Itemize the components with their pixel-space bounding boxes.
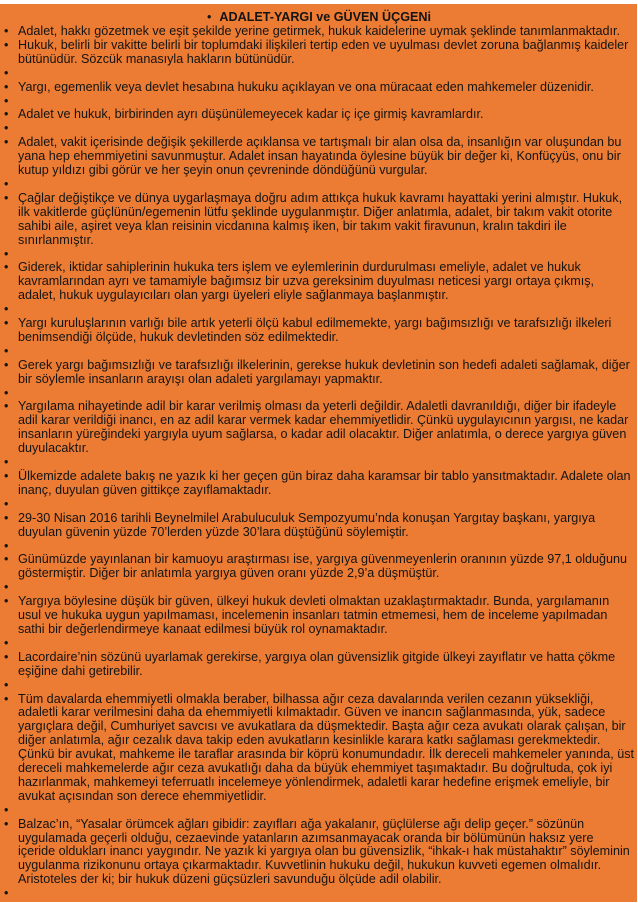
content-panel	[0, 4, 637, 902]
bullet-item	[4, 108, 634, 122]
bullet-icon: •	[4, 538, 9, 553]
bullet-icon: •	[4, 37, 9, 52]
item-text: Yargıya böylesine düşük bir güven, ülkeyi hukuk devleti olmaktan uzaklaştırmaktadır. Bunda, yargılamanın usul ve hukuka uygun yapılmaması, incelemenin insanları tatmin etmemesi, hem de inceleme yapılmadan sathi bir değerlendirmeye kanaat edilmesi büyük rol oynamaktadır.	[18, 594, 610, 636]
item-text	[18, 498, 634, 512]
bullet-item	[4, 136, 634, 178]
bullet-icon: •	[4, 385, 9, 400]
bullet-icon: •	[4, 343, 9, 358]
item-text: Hukuk, belirli bir vakitte belirli bir toplumdaki ilişkileri tertip eden ve uyulması devlet zoruna bağlanmış kaideler bütünüdür. Sözcük manasıyla hakların bütünüdür.	[18, 37, 629, 66]
bullet-icon: •	[4, 121, 9, 136]
bullet-item	[4, 317, 634, 345]
item-text: Lacordaire’nin sözünü uyarlamak gerekirse, yargıya olan güvensizlik gitgide ülkeyi zayıflatır ve hatta çökme eşiğine dahi getirebilir.	[18, 649, 616, 678]
bullet-item	[4, 693, 634, 804]
document-title	[4, 10, 634, 24]
item-text	[18, 637, 634, 651]
bullet-item	[4, 595, 634, 637]
item-text: Günümüzde yayınlanan bir kamuoyu araştırması ise, yargıya güvenmeyenlerin oranının yüzde 97,1 olduğunu göstermiştir. Diğer bir anlatımla yargıya güven oranı yüzde 2,9’a düşmüştür.	[18, 552, 628, 581]
bullet-icon: •	[4, 580, 9, 595]
bullet-icon: •	[4, 107, 9, 122]
item-text	[18, 387, 634, 401]
bullet-icon: •	[4, 246, 9, 261]
bullet-icon: •	[4, 399, 9, 414]
item-text	[18, 887, 634, 901]
bullet-item	[4, 553, 634, 581]
item-text	[18, 804, 634, 818]
item-text: Yargı, egemenlik veya devlet hesabına hukuku açıklayan ve ona müracaat eden mahkemeler düzenidir.	[18, 79, 594, 94]
bullet-icon: •	[4, 316, 9, 331]
item-text: Ülkemizde adalete bakış ne yazık ki her geçen gün biraz daha karamsar bir tablo yansıtmaktadır. Adalete olan inanç, duyulan güven gittikçe zayıflamaktadır.	[18, 469, 631, 497]
bullet-item	[4, 512, 634, 540]
item-text	[18, 95, 634, 109]
bullet-item	[4, 25, 634, 39]
bullet-icon: •	[4, 496, 9, 511]
bullet-item	[4, 122, 634, 136]
title-bullet-icon: •	[207, 10, 212, 24]
bullet-icon: •	[4, 594, 9, 609]
item-text	[18, 581, 634, 595]
bullet-icon: •	[4, 135, 9, 150]
bullet-icon: •	[4, 635, 9, 650]
bullet-icon: •	[4, 190, 9, 205]
bullet-item	[4, 498, 634, 512]
bullet-icon: •	[4, 79, 9, 94]
item-text	[18, 456, 634, 470]
item-text: Adalet, vakit içerisinde değişik şekillerde açıklansa ve tartışmalı bir alan olsa da, insanlığın var oluşundan bu yana hep ehemmiyetini savunmuştur. Adalet insan hayatında öylesine büyük bir değer ki, Konfüçyüs, onu bir kutup yıldızı gibi görür ve her şeyin onun çevreninde döndüğünü vurgular.	[18, 135, 622, 178]
bullet-item	[4, 261, 634, 303]
bullet-icon: •	[4, 357, 9, 372]
bullet-icon: •	[4, 65, 9, 80]
bullet-item	[4, 39, 634, 67]
item-text: Balzac’ın, “Yasalar örümcek ağları gibidir: zayıfları ağa yakalanır, güçlülerse ağı delip geçer.” sözünün uygulamada geçerli olduğu, cezaevinde yatanların azımsanmayacak oranda bir bölümünün haksız yere içeride oldukları inancı yaygındır. Ne yazık ki yargıya olan bu güvensizlik, “ihkak-ı hak müstahaktır” söyleminin uygulanma rizikonunu ortaya çıkarmaktadır. Kuvvetlinin hukuku değil, hukukun kuvveti egemen olmalıdır. Aristoteles der ki; bir hukuk düzeni güçsüzleri savunduğu ölçüde adil olabilir.	[18, 816, 630, 887]
bullet-icon: •	[4, 510, 9, 525]
bullet-icon: •	[4, 260, 9, 275]
bullet-icon: •	[4, 24, 9, 38]
item-text: Yargı kuruluşlarının varlığı bile artık yeterli ölçü kabul edilmemekte, yargı bağımsızlığı ve tarafsızlığı ilkeleri benimsendiği ölçüde, hukuk devletinden söz edilmektedir.	[18, 316, 612, 344]
bullet-item	[4, 400, 634, 456]
item-text	[18, 248, 634, 262]
bullet-icon: •	[4, 677, 9, 692]
bullet-icon: •	[4, 176, 9, 191]
bullet-icon: •	[4, 649, 9, 664]
bullet-icon: •	[4, 691, 9, 706]
item-text: Tüm davalarda ehemmiyetli olmakla beraber, bilhassa ağır ceza davalarında verilen cezanın yüksekliği, adaletli karar verilmesini daha da ehemmiyetli kılmaktadır. Güven ve inancın sağlanmasında, yük, sadece yargıçlara değil, Cumhuriyet savcısı ve avukatlara da düşmektedir. Başta ağır ceza avukatı olarak çalışan, bir diğer anlatımla, ağır cezalık dava takip eden avukatların kesinlikle karara katkı sağlaması gerekmektedir. Çünkü bir avukat, mahkeme ile taraflar arasında bir köprü konumundadır. İlk dereceli mahkemeler yanında, üst dereceli mahkemelerde ağır ceza avukatlığı daha da büyük ehemmiyet taşımaktadır. Bu doğrultuda, çok iyi hazırlanmak, mahkemeyi teferruatlı incelemeye yönlendirmek, adaletli karar hedefine erişmek emeliyle, bir avukat açısından son derece ehemmiyetlidir.	[18, 691, 635, 803]
item-text: 29-30 Nisan 2016 tarihli Beynelmilel Arabuluculuk Sempozyumu’nda konuşan Yargıtay başkanı, yargıya duyulan güvenin yüzde 70’lerden yüzde 30’lara düştüğünü söylemiştir.	[18, 510, 596, 539]
item-text: Gerek yargı bağımsızlığı ve tarafsızlığı ilkelerinin, gerekse hukuk devletinin son hedefi adaleti sağlamak, diğer bir söylemle insanların arayışı olan adaleti yargılamayı yapmaktır.	[18, 357, 630, 386]
bullet-icon: •	[4, 802, 9, 817]
bullet-item	[4, 679, 634, 693]
bullet-item	[4, 651, 634, 679]
bullet-icon: •	[4, 93, 9, 108]
item-text	[18, 178, 634, 192]
bullet-item	[4, 470, 634, 498]
bullet-item	[4, 818, 634, 888]
bullet-item	[4, 95, 634, 109]
item-text	[18, 345, 634, 359]
bullet-item	[4, 192, 634, 248]
bullet-item	[4, 456, 634, 470]
bullet-item	[4, 178, 634, 192]
bullet-icon: •	[4, 469, 9, 483]
bullet-item	[4, 248, 634, 262]
item-text	[18, 679, 634, 693]
bullet-icon: •	[4, 455, 9, 470]
item-text: Yargılama nihayetinde adil bir karar verilmiş olması da yeterli değildir. Adaletli davranıldığı, diğer bir ifadeyle adil karar verildiği inancı, en az adil karar vermek kadar ehemmiyetlidir. Çünkü uygulayıcının yargısı, ne kadar insanların yüreğindeki yargıyla uyum sağlarsa, o kadar adil olacaktır. Diğer anlatımla, o derece yargıya güven duyulacaktır.	[18, 399, 629, 456]
item-text: Adalet ve hukuk, birbirinden ayrı düşünülemeyecek kadar iç içe girmiş kavramlardır.	[18, 107, 484, 122]
bullet-icon: •	[4, 886, 9, 901]
bullet-item	[4, 804, 634, 818]
item-text: Çağlar değiştikçe ve dünya uygarlaşmaya doğru adım attıkça hukuk kavramı hayattaki yerini almıştır. Hukuk, ilk vakitlerde güçlünün/egemenin lütfu şeklinde uygulanmıştır. Diğer anlatımla, adalet, bir takım vakit otorite sahibi aile, aşiret veya klan reisinin vicdanına kalmış iken, bir takım vakit firavunun, kralın takdiri ile sınırlanmıştır.	[18, 190, 623, 247]
bullet-item	[4, 637, 634, 651]
item-text	[18, 540, 634, 554]
item-text	[18, 303, 634, 317]
bullet-item	[4, 359, 634, 387]
bullet-item	[4, 887, 634, 901]
item-text	[18, 122, 634, 136]
bullet-icon: •	[4, 302, 9, 317]
bullet-item	[4, 81, 634, 95]
bullet-icon: •	[4, 552, 9, 567]
bullet-item	[4, 303, 634, 317]
item-text	[18, 67, 634, 81]
bullet-icon: •	[4, 816, 9, 831]
item-text: Adalet, hakkı gözetmek ve eşit şekilde yerine getirmek, hukuk kaidelerine uymak şeklinde tanımlanmaktadır.	[18, 24, 620, 38]
bullet-item	[4, 387, 634, 401]
item-text: Giderek, iktidar sahiplerinin hukuka ters işlem ve eylemlerinin durdurulması emeliyle, adalet ve hukuk kavramlarından ayrı ve tamamiyle bağımsız bir uzva gereksinim duyulması neticesi yargı ortaya çıkmış, adalet, hukuk uygulayıcıları olan yargı üyeleri eliyle sağlanmaya başlanmıştır.	[18, 260, 595, 303]
bullet-item	[4, 581, 634, 595]
bullet-item	[4, 540, 634, 554]
bullet-item	[4, 345, 634, 359]
bullet-item	[4, 67, 634, 81]
title-text: ADALET-YARGI ve GÜVEN ÜÇGENi	[219, 10, 431, 24]
